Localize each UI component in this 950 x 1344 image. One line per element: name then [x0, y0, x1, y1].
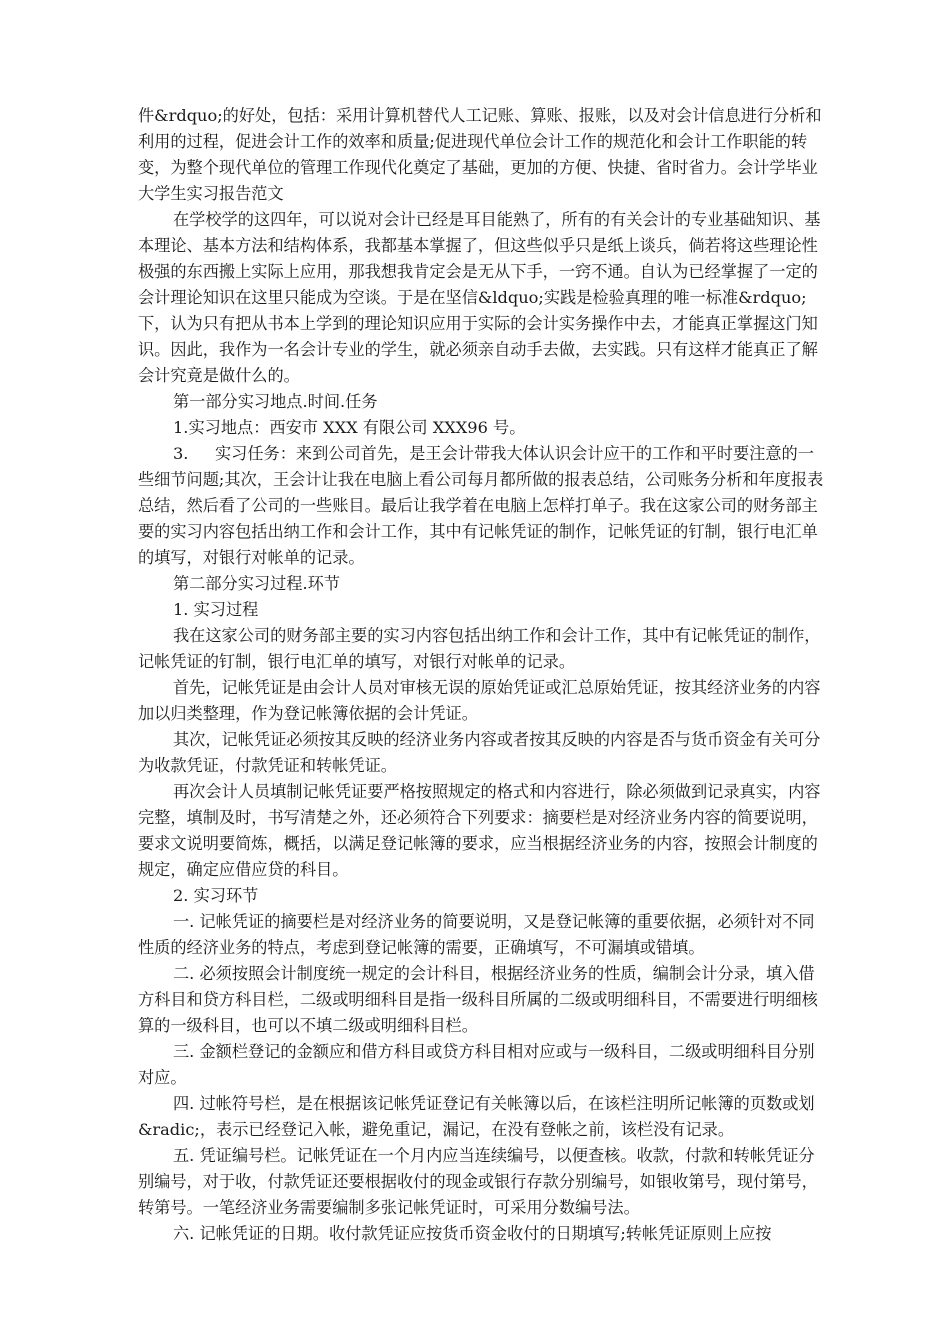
paragraph-intro: 在学校学的这四年，可以说对会计已经是耳目能熟了，所有的有关会计的专业基础知识、基本理论、基本方法和结构体系，我都基本掌握了，但这些似乎只是纸上谈兵，倘若将这些理论性极强的东西搬上实际上应用，那我想我肯定会是无从下手，一窍不通。自认为已经掌握了一定的会计理论知识在这里只能成为空谈。于是在坚信&ldquo;实践是检验真理的唯一标准&rdquo;下，认为只有把从书本上学到的理论知识应用于实际的会计实务操作中去，才能真正掌握这门知识。因此，我作为一名会计专业的学生，就必须亲自动手去做，去实践。只有这样才能真正了解会计究竟是做什么的。	[138, 210, 821, 385]
subheading-steps: 2. 实习环节	[173, 886, 259, 905]
document-body	[138, 103, 828, 1247]
paragraph-step-4: 四. 过帐符号栏，是在根据该记帐凭证登记有关帐簿以后，在该栏注明所记帐簿的页数或划&radic;，表示已经登记入帐，避免重记，漏记，在没有登帐之前，该栏没有记录。	[138, 1094, 815, 1139]
list-number: 3.	[173, 444, 189, 463]
paragraph-process-1: 我在这家公司的财务部主要的实习内容包括出纳工作和会计工作，其中有记帐凭证的制作，记帐凭证的钉制，银行电汇单的填写，对银行对帐单的记录。	[138, 626, 821, 671]
paragraph-task-text: 实习任务：来到公司首先，是王会计带我大体认识会计应干的工作和平时要注意的一些细节问题;其次，王会计让我在电脑上看公司每月都所做的报表总结，公司账务分析和年度报表总结，然后看了公司的一些账目。最后让我学着在电脑上怎样打单子。我在这家公司的财务部主要的实习内容包括出纳工作和会计工作，其中有记帐凭证的制作，记帐凭证的钉制，银行电汇单的填写，对银行对帐单的记录。	[138, 444, 824, 567]
paragraph-process-4: 再次会计人员填制记帐凭证要严格按照规定的格式和内容进行，除必须做到记录真实，内容完整，填制及时，书写清楚之外，还必须符合下列要求：摘要栏是对经济业务内容的简要说明，要求文说明要简炼，概括，以满足登记帐簿的要求，应当根据经济业务的内容，按照会计制度的规定，确定应借应贷的科目。	[138, 782, 821, 879]
paragraph-step-3: 三. 金额栏登记的金额应和借方科目或贷方科目相对应或与一级科目，二级或明细科目分别对应。	[138, 1042, 815, 1087]
paragraph-benefits: 件&rdquo;的好处，包括：采用计算机替代人工记账、算账、报账，以及对会计信息进行分析和利用的过程，促进会计工作的效率和质量;促进现代单位会计工作的规范化和会计工作职能的转变，为整个现代单位的管理工作现代化奠定了基础，更加的方便、快捷、省时省力。会计学毕业大学生实习报告范文	[138, 106, 822, 203]
paragraph-process-2: 首先，记帐凭证是由会计人员对审核无误的原始凭证或汇总原始凭证，按其经济业务的内容加以归类整理，作为登记帐簿依据的会计凭证。	[138, 678, 821, 723]
section-heading-part1: 第一部分实习地点.时间.任务	[173, 392, 378, 411]
paragraph-step-6: 六. 记帐凭证的日期。收付款凭证应按货币资金收付的日期填写;转帐凭证原则上应按	[173, 1224, 772, 1243]
paragraph-task	[138, 441, 828, 571]
paragraph-step-5: 五. 凭证编号栏。记帐凭证在一个月内应当连续编号，以便查核。收款，付款和转帐凭证分别编号，对于收，付款凭证还要根据收付的现金或银行存款分别编号，如银收第号，现付第号，转第号。一笔经济业务需要编制多张记帐凭证时，可采用分数编号法。	[138, 1146, 818, 1217]
paragraph-step-2: 二. 必须按照会计制度统一规定的会计科目，根据经济业务的性质，编制会计分录，填入借方科目和贷方科目栏，二级或明细科目是指一级科目所属的二级或明细科目，不需要进行明细核算的一级科目，也可以不填二级或明细科目栏。	[138, 964, 818, 1035]
paragraph-process-3: 其次，记帐凭证必须按其反映的经济业务内容或者按其反映的内容是否与货币资金有关可分为收款凭证，付款凭证和转帐凭证。	[138, 730, 821, 775]
section-heading-part2: 第二部分实习过程.环节	[173, 574, 341, 593]
paragraph-step-1: 一. 记帐凭证的摘要栏是对经济业务的简要说明，又是登记帐簿的重要依据，必须针对不同性质的经济业务的特点，考虑到登记帐簿的需要，正确填写，不可漏填或错填。	[138, 912, 815, 957]
subheading-process: 1. 实习过程	[173, 600, 259, 619]
paragraph-location: 1.实习地点：西安市 XXX 有限公司 XXX96 号。	[173, 418, 526, 437]
